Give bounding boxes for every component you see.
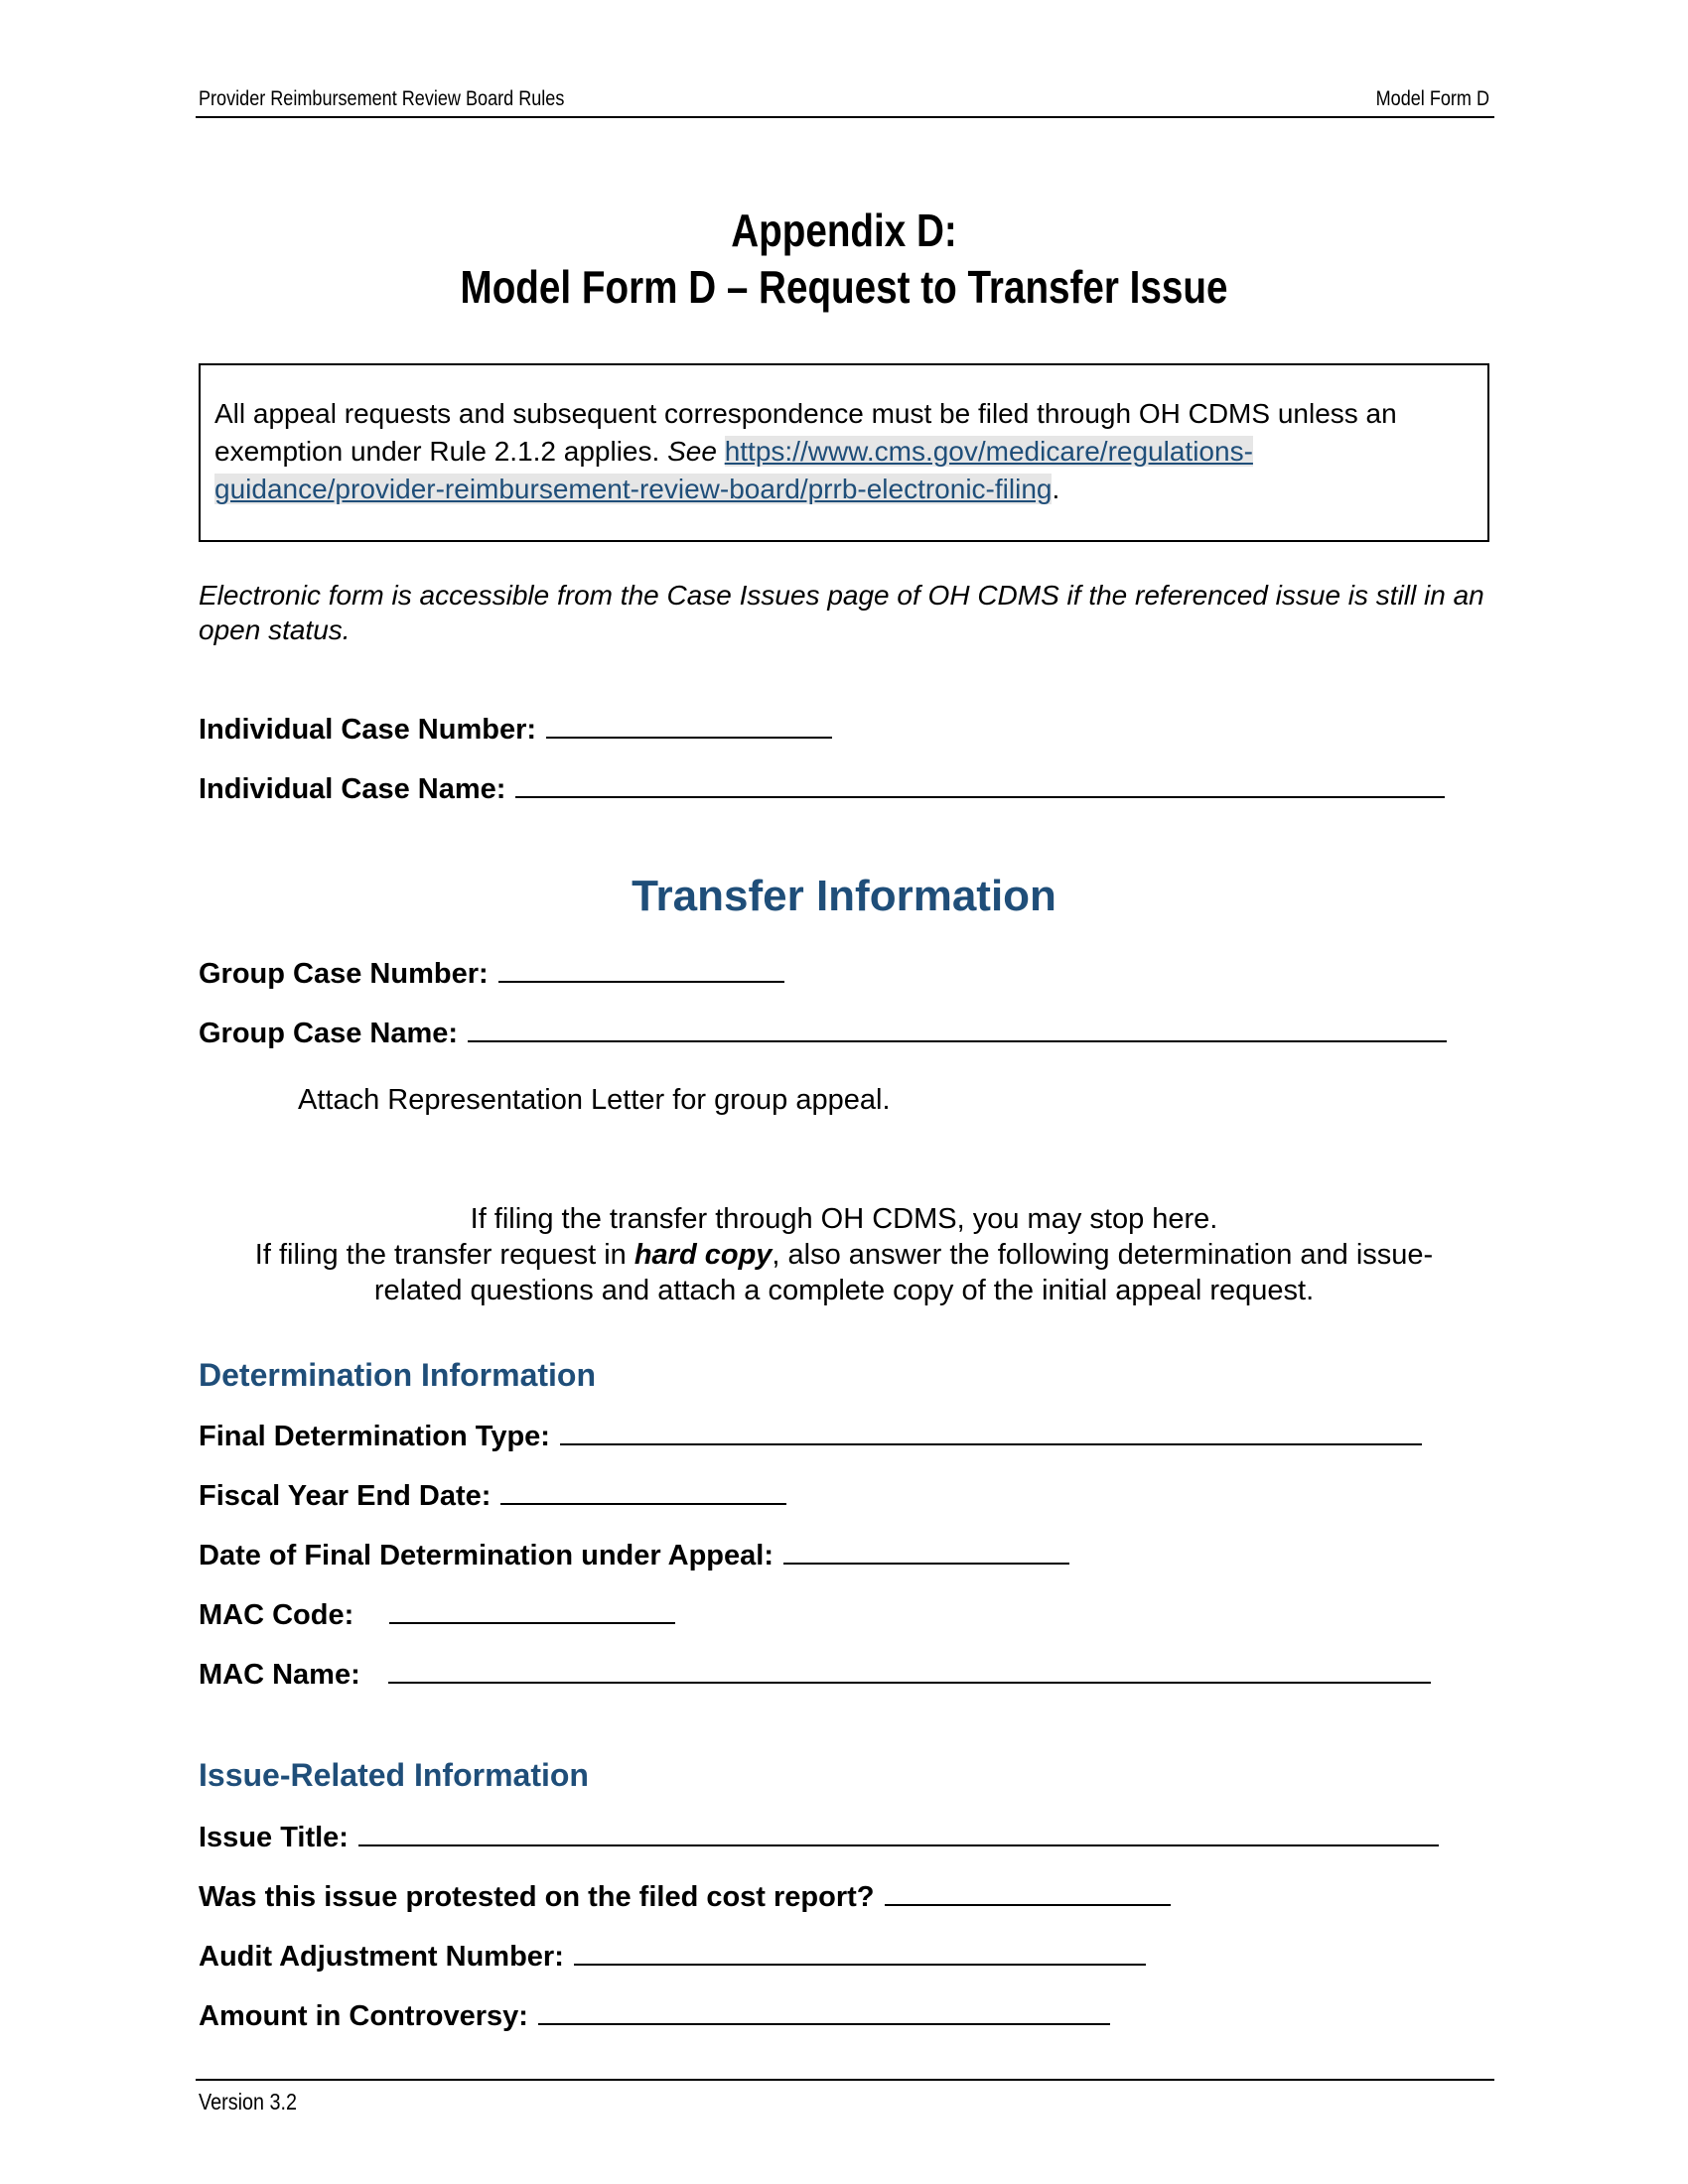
notice-end: . bbox=[1052, 474, 1060, 504]
issue-protested-field bbox=[199, 1878, 1171, 1914]
form-title: Model Form D – Request to Transfer Issue bbox=[460, 261, 1228, 313]
group-case-name-field bbox=[199, 1015, 1447, 1050]
attach-representation-note: Attach Representation Letter for group appeal. bbox=[298, 1084, 891, 1116]
notice-see: See bbox=[667, 436, 717, 467]
individual-case-number-label: Individual Case Number: bbox=[199, 714, 537, 746]
final-determination-type-label: Final Determination Type: bbox=[199, 1421, 550, 1452]
final-determination-type-field bbox=[199, 1418, 1422, 1453]
amount-in-controversy-field bbox=[199, 1997, 1110, 2033]
mac-name-input[interactable] bbox=[388, 1656, 1431, 1684]
mac-code-label: MAC Code: bbox=[199, 1599, 354, 1631]
instruction-line-2: If filing the transfer request in hard copy, also answer the following determination and issue-related questions and attach a complete copy of the initial appeal request. bbox=[254, 1239, 1434, 1306]
issue-protested-input[interactable] bbox=[885, 1878, 1171, 1906]
group-case-number-field bbox=[199, 955, 784, 991]
notice-text: All appeal requests and subsequent correspondence must be filed through OH CDMS unless an exemption under Rule 2.1.2 applies. bbox=[214, 398, 1397, 467]
audit-adjustment-number-field bbox=[199, 1938, 1146, 1974]
transfer-information-heading: Transfer Information bbox=[632, 872, 1056, 920]
issue-title-input[interactable] bbox=[358, 1819, 1439, 1846]
instruction-line-1: If filing the transfer through OH CDMS, you may stop here. bbox=[470, 1203, 1218, 1235]
amount-in-controversy-label: Amount in Controversy: bbox=[199, 2000, 528, 2032]
individual-case-name-input[interactable] bbox=[515, 770, 1445, 798]
audit-adjustment-number-input[interactable] bbox=[574, 1938, 1146, 1966]
fiscal-year-end-date-field bbox=[199, 1477, 786, 1513]
mac-code-field bbox=[199, 1596, 675, 1632]
group-case-name-input[interactable] bbox=[468, 1015, 1447, 1042]
final-determination-date-label: Date of Final Determination under Appeal: bbox=[199, 1540, 774, 1571]
determination-information-heading: Determination Information bbox=[199, 1357, 597, 1393]
individual-case-number-field bbox=[199, 711, 832, 747]
group-case-name-label: Group Case Name: bbox=[199, 1018, 459, 1049]
final-determination-type-input[interactable] bbox=[560, 1418, 1422, 1445]
final-determination-date-input[interactable] bbox=[783, 1537, 1069, 1565]
electronic-filing-link[interactable]: https://www.cms.gov/medicare/regulations-guidance/provider-reimbursement-review-board/prrb-electronic-filing bbox=[214, 436, 1253, 504]
footer-rule bbox=[196, 2079, 1494, 2081]
group-case-number-input[interactable] bbox=[498, 955, 784, 983]
issue-title-field bbox=[199, 1819, 1439, 1854]
appendix-title: Appendix D: bbox=[731, 205, 957, 256]
fiscal-year-end-date-label: Fiscal Year End Date: bbox=[199, 1480, 492, 1512]
final-determination-date-field bbox=[199, 1537, 1069, 1572]
header-doc-title: Provider Reimbursement Review Board Rules bbox=[199, 87, 565, 110]
electronic-form-note: Electronic form is accessible from the Case Issues page of OH CDMS if the referenced issue is still in an open status. bbox=[199, 580, 1484, 645]
header-rule bbox=[196, 116, 1494, 118]
individual-case-number-input[interactable] bbox=[546, 711, 832, 739]
issue-protested-label: Was this issue protested on the filed cost report? bbox=[199, 1881, 875, 1913]
issue-title-label: Issue Title: bbox=[199, 1822, 349, 1853]
fiscal-year-end-date-input[interactable] bbox=[500, 1477, 786, 1505]
audit-adjustment-number-label: Audit Adjustment Number: bbox=[199, 1941, 564, 1973]
individual-case-name-label: Individual Case Name: bbox=[199, 773, 506, 805]
filing-notice-box bbox=[199, 363, 1489, 542]
amount-in-controversy-input[interactable] bbox=[538, 1997, 1110, 2025]
mac-name-label: MAC Name: bbox=[199, 1659, 360, 1691]
mac-name-field bbox=[199, 1656, 1431, 1692]
group-case-number-label: Group Case Number: bbox=[199, 958, 489, 990]
hard-copy-emphasis: hard copy bbox=[633, 1239, 773, 1271]
issue-related-information-heading: Issue-Related Information bbox=[199, 1757, 589, 1793]
footer-version: Version 3.2 bbox=[199, 2089, 297, 2115]
header-form-name: Model Form D bbox=[1375, 87, 1489, 110]
filing-instructions bbox=[199, 1201, 1489, 1308]
individual-case-name-field bbox=[199, 770, 1445, 806]
mac-code-input[interactable] bbox=[389, 1596, 675, 1624]
